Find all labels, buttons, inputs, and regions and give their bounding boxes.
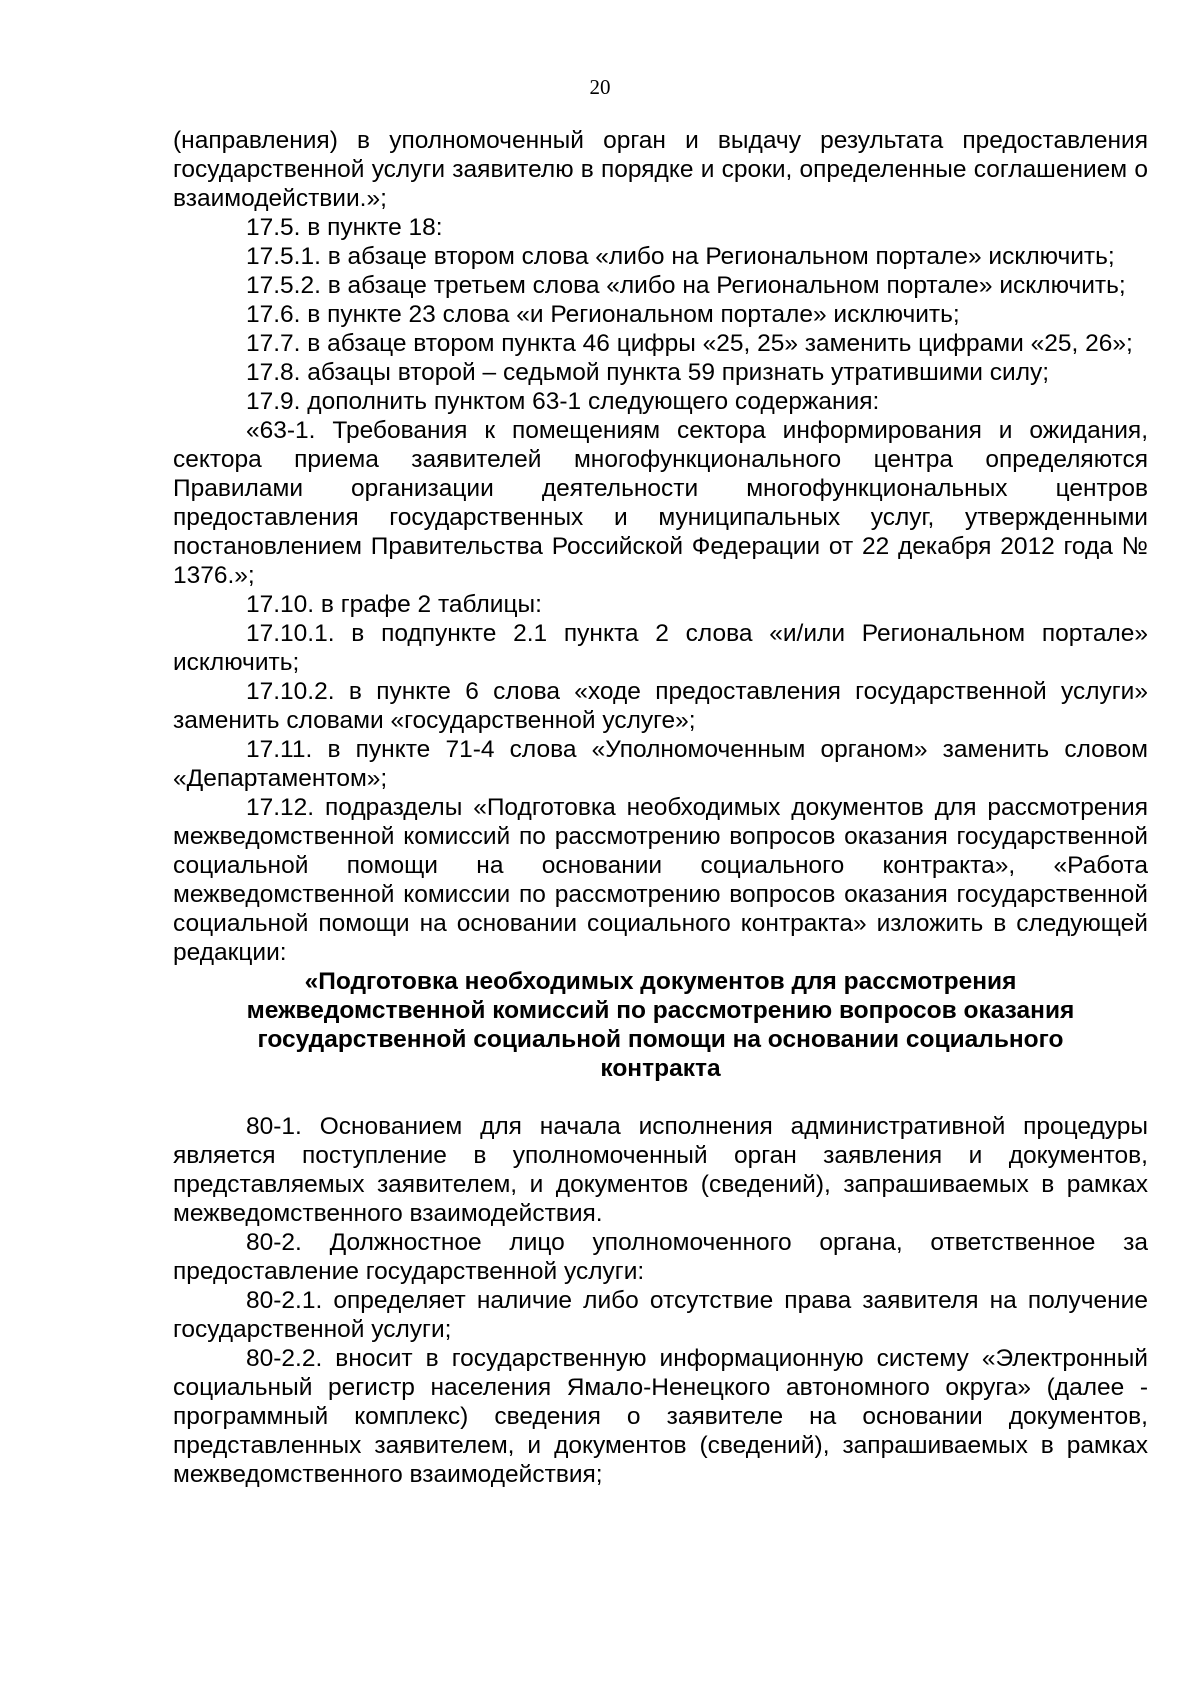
paragraph: 80-2.1. определяет наличие либо отсутствие права заявителя на получение государственной услуги;: [173, 1287, 1148, 1343]
paragraphs-before: [173, 126, 1148, 967]
paragraph: 17.5.2. в абзаце третьем слова «либо на Региональном портале» исключить;: [246, 272, 1126, 299]
section-heading: «Подготовка необходимых документов для рассмотрения межведомственной комиссий по рассмотрению вопросов оказания государственной социальной помощи на основании социального контракта: [246, 968, 1075, 1082]
paragraph: 17.12. подразделы «Подготовка необходимых документов для рассмотрения межведомственной комиссий по рассмотрению вопросов оказания государственной социальной помощи на основании социального контракта», «Работа межведомственной комиссии по рассмотрению вопросов оказания государственной социальной помощи на основании социального контракта» изложить в следующей редакции:: [173, 794, 1148, 966]
paragraph: 80-1. Основанием для начала исполнения административной процедуры является поступление в уполномоченный орган заявления и документов, представляемых заявителем, и документов (сведений), запрашиваемых в рамках межведомственного взаимодействия.: [173, 1113, 1148, 1227]
paragraph: 17.5.1. в абзаце втором слова «либо на Региональном портале» исключить;: [246, 243, 1115, 270]
paragraph: 17.10. в графе 2 таблицы:: [246, 591, 542, 618]
paragraph: 17.10.2. в пункте 6 слова «ходе предоставления государственной услуги» заменить словами «государственной услуге»;: [173, 678, 1148, 734]
paragraph: «63-1. Требования к помещениям сектора информирования и ожидания, сектора приема заявителей многофункционального центра определяются Правилами организации деятельности многофункциональных центров предоставления государственных и муниципальных услуг, утвержденными постановлением Правительства Российской Федерации от 22 декабря 2012 года № 1376.»;: [173, 417, 1148, 589]
spacer: [173, 1083, 1148, 1112]
paragraph: 17.11. в пункте 71-4 слова «Уполномоченным органом» заменить словом «Департаментом»;: [173, 736, 1148, 792]
paragraph: 80-2. Должностное лицо уполномоченного органа, ответственное за предоставление государственной услуги:: [173, 1229, 1148, 1285]
paragraph: 17.9. дополнить пунктом 63-1 следующего содержания:: [246, 388, 880, 415]
paragraph: 17.5. в пункте 18:: [246, 214, 443, 241]
paragraphs-after: [173, 1112, 1148, 1489]
document-body: [173, 126, 1148, 1489]
paragraph: 80-2.2. вносит в государственную информационную систему «Электронный социальный регистр населения Ямало-Ненецкого автономного округа» (далее - программный комплекс) сведения о заявителе на основании документов, представленных заявителем, и документов (сведений), запрашиваемых в рамках межведомственного взаимодействия;: [173, 1345, 1148, 1488]
paragraph: 17.8. абзацы второй – седьмой пункта 59 признать утратившими силу;: [246, 359, 1050, 386]
paragraph: 17.6. в пункте 23 слова «и Региональном портале» исключить;: [246, 301, 960, 328]
page-number: 20: [589, 75, 611, 99]
paragraph: 17.10.1. в подпункте 2.1 пункта 2 слова «и/или Региональном портале» исключить;: [173, 620, 1148, 676]
paragraph: (направления) в уполномоченный орган и выдачу результата предоставления государственной услуги заявителю в порядке и сроки, определенные соглашением о взаимодействии.»;: [173, 127, 1148, 212]
paragraph: 17.7. в абзаце втором пункта 46 цифры «25, 25» заменить цифрами «25, 26»;: [246, 330, 1133, 357]
